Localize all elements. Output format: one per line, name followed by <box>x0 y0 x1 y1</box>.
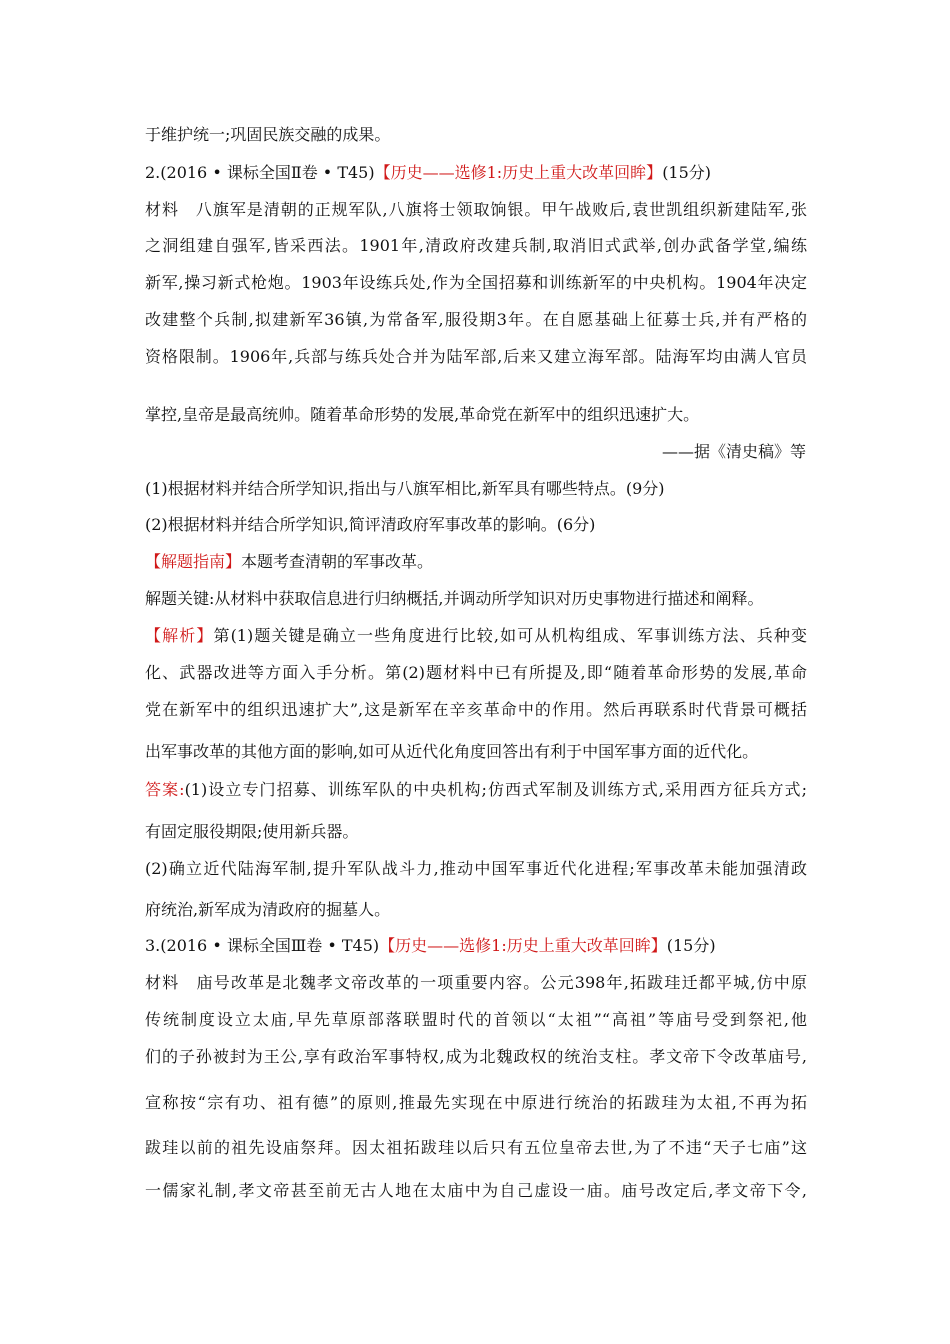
text-line: 于维护统一;巩固民族交融的成果。 <box>145 125 391 144</box>
question-score: (15分) <box>666 936 716 955</box>
material-line: 一儒家礼制,孝文帝甚至前无古人地在太庙中为自己虚设一庙。庙号改定后,孝文帝下令, <box>145 1181 807 1200</box>
material-line: 材料 八旗军是清朝的正规军队,八旗将士领取饷银。甲午战败后,袁世凯组织新建陆军,张 <box>145 200 807 219</box>
question-score: (15分) <box>662 163 712 182</box>
answer-line: 有固定服役期限;使用新兵器。 <box>145 822 359 841</box>
material-line: 新军,操习新式枪炮。1903年设练兵处,作为全国招募和训练新军的中央机构。1904年决定 <box>145 273 807 292</box>
analysis-line <box>145 626 807 646</box>
material-line: 掌控,皇帝是最高统帅。随着革命形势的发展,革命党在新军中的组织迅速扩大。 <box>145 405 700 424</box>
analysis-line: 化、武器改进等方面入手分析。第(2)题材料中已有所提及,即“随着革命形势的发展,革命 <box>145 663 807 682</box>
material-line: 资格限制。1906年,兵部与练兵处合并为陆军部,后来又建立海军部。陆海军均由满人官员 <box>145 347 807 366</box>
answer-line <box>145 780 807 800</box>
solution-guide-tag: 【解题指南】 <box>145 552 242 571</box>
answer-tag: 答案: <box>145 780 185 799</box>
material-line: 们的子孙被封为王公,享有政治军事特权,成为北魏政权的统治支柱。孝文帝下令改革庙号, <box>145 1047 807 1066</box>
question-number: 3.(2016 • 课标全国Ⅲ卷 • T45) <box>145 936 380 955</box>
solution-key: 解题关键:从材料中获取信息进行归纳概括,并调动所学知识对历史事物进行描述和阐释。 <box>145 589 764 608</box>
material-line: 之洞组建自强军,皆采西法。1901年,清政府改建兵制,取消旧式武举,创办武备学堂,编练 <box>145 236 807 255</box>
material-line: 传统制度设立太庙,早先草原部落联盟时代的首领以“太祖”“高祖”等庙号受到祭祀,他 <box>145 1010 807 1029</box>
solution-guide-text: 本题考查清朝的军事改革。 <box>241 552 434 571</box>
question-3-header <box>145 936 716 956</box>
sub-question-1: (1)根据材料并结合所学知识,指出与八旗军相比,新军具有哪些特点。(9分) <box>145 479 665 498</box>
solution-guide <box>145 552 433 572</box>
question-topic-tag: 【历史——选修1:历史上重大改革回眸】 <box>374 163 663 182</box>
material-line: 跋珪以前的祖先设庙祭拜。因太祖拓跋珪以后只有五位皇帝去世,为了不违“天子七庙”这 <box>145 1138 807 1157</box>
question-2-header <box>145 163 711 183</box>
answer-text: (1)设立专门招募、训练军队的中央机构;仿西式军制及训练方式,采用西方征兵方式; <box>184 780 807 799</box>
analysis-tag: 【解析】 <box>145 626 214 645</box>
analysis-line: 出军事改革的其他方面的影响,如可从近代化角度回答出有利于中国军事方面的近代化。 <box>145 742 759 761</box>
material-line: 改建整个兵制,拟建新军36镇,为常备军,服役期3年。在自愿基础上征募士兵,并有严格的 <box>145 310 807 329</box>
answer-line: 府统治,新军成为清政府的掘墓人。 <box>145 900 391 919</box>
analysis-line: 党在新军中的组织迅速扩大”,这是新军在辛亥革命中的作用。然后再联系时代背景可概括 <box>145 700 807 719</box>
material-line: 宣称按“宗有功、祖有德”的原则,推最先实现在中原进行统治的拓跋珪为太祖,不再为拓 <box>145 1093 807 1112</box>
question-topic-tag: 【历史——选修1:历史上重大改革回眸】 <box>379 936 667 955</box>
sub-question-2: (2)根据材料并结合所学知识,简评清政府军事改革的影响。(6分) <box>145 515 596 534</box>
analysis-text: 第(1)题关键是确立一些角度进行比较,如可从机构组成、军事训练方法、兵种变 <box>213 626 807 645</box>
question-number: 2.(2016 • 课标全国Ⅱ卷 • T45) <box>145 163 375 182</box>
material-source: ——据《清史稿》等 <box>661 442 806 461</box>
answer-line: (2)确立近代陆海军制,提升军队战斗力,推动中国军事近代化进程;军事改革未能加强清政 <box>145 859 807 878</box>
material-line: 材料 庙号改革是北魏孝文帝改革的一项重要内容。公元398年,拓跋珪迁都平城,仿中原 <box>145 973 807 992</box>
